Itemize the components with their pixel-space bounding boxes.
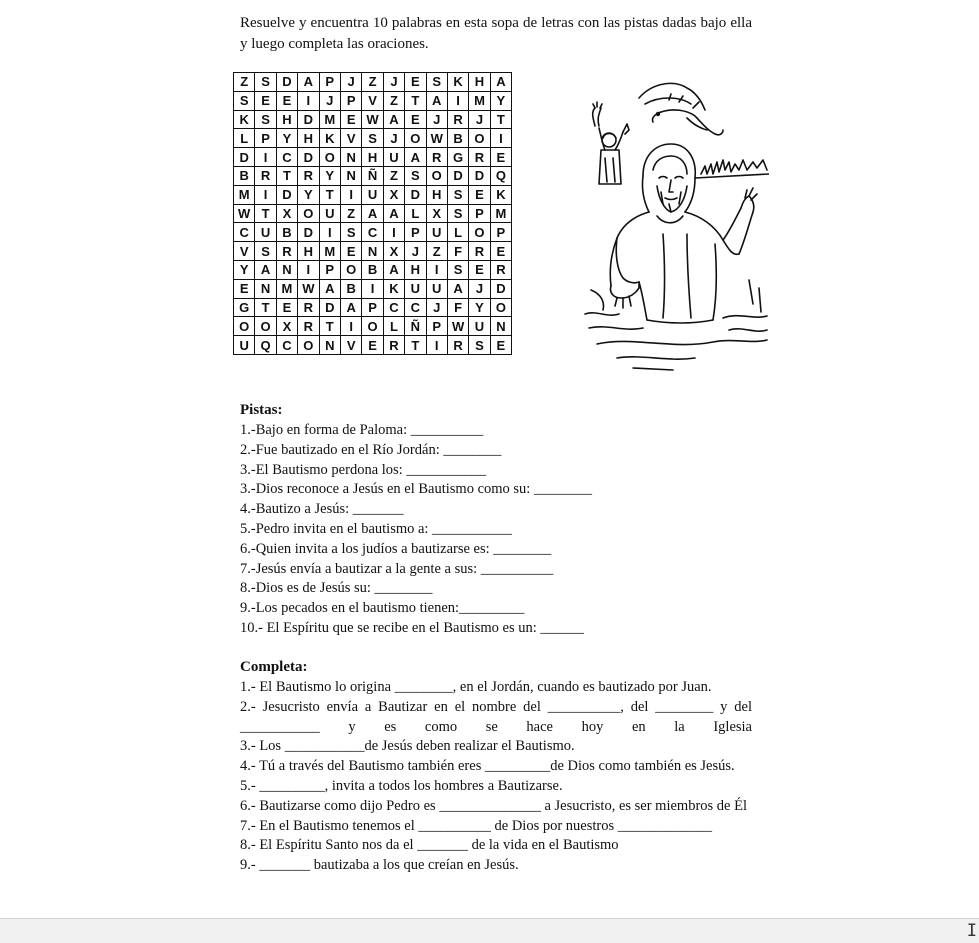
grid-cell: E [362,336,383,355]
grid-cell: J [340,73,361,92]
completa-item: 7.- En el Bautismo tenemos el __________ de Dios por nuestros _____________ [240,817,713,834]
grid-cell: H [276,110,297,129]
grid-cell: C [362,223,383,242]
grid-cell: D [469,166,490,185]
grid-cell: I [340,185,361,204]
pista-item: 6.-Quien invita a los judíos a bautizarse es: ________ [240,540,552,557]
pista-item: 1.-Bajo en forma de Paloma: __________ [240,422,484,438]
grid-cell: O [255,317,276,336]
grid-cell: E [469,260,490,279]
grid-cell: I [426,260,447,279]
pista-item: 3.-El Bautismo perdona los: ___________ [240,461,487,478]
grid-cell: D [276,185,297,204]
grid-cell: O [298,204,319,223]
completa-item: 6.- Bautizarse como dijo Pedro es ______________ a Jesucristo, es ser miembros de Él [240,797,747,814]
grid-cell: J [319,91,340,110]
grid-cell: L [383,317,404,336]
grid-cell: I [426,336,447,355]
grid-row [234,242,512,261]
grid-cell: I [362,279,383,298]
grid-cell: N [340,148,361,167]
grid-cell: W [447,317,468,336]
grid-cell: Z [383,91,404,110]
grid-cell: T [276,166,297,185]
grid-cell: A [319,279,340,298]
grid-cell: E [490,336,511,355]
status-bar [0,918,979,943]
pista-item: 3.-Dios reconoce a Jesús en el Bautismo como su: ________ [240,481,592,498]
grid-cell: W [234,204,255,223]
grid-cell: H [298,242,319,261]
grid-cell: K [490,185,511,204]
grid-cell: P [362,298,383,317]
grid-cell: A [490,73,511,92]
grid-cell: N [255,279,276,298]
grid-cell: N [490,317,511,336]
grid-cell: K [383,279,404,298]
grid-cell: H [469,73,490,92]
grid-cell: L [234,129,255,148]
grid-cell: K [234,110,255,129]
grid-row [234,73,512,92]
grid-cell: D [234,148,255,167]
grid-cell: I [490,129,511,148]
completa-title: Completa: [240,659,308,675]
grid-cell: X [426,204,447,223]
grid-cell: Q [490,166,511,185]
grid-cell: J [426,110,447,129]
grid-cell: Y [490,91,511,110]
grid-cell: R [490,260,511,279]
grid-cell: J [383,129,404,148]
grid-cell: I [298,91,319,110]
grid-cell: P [255,129,276,148]
grid-cell: Z [426,242,447,261]
grid-cell: E [405,110,426,129]
jesus-figure [610,144,757,323]
grid-cell: E [255,91,276,110]
grid-cell: Ñ [405,317,426,336]
grid-cell: A [298,73,319,92]
grid-cell: D [447,166,468,185]
grid-cell: S [362,129,383,148]
grid-cell: X [276,204,297,223]
grid-cell: A [405,148,426,167]
grid-cell: A [447,279,468,298]
grid-cell: J [405,242,426,261]
grid-row [234,260,512,279]
grid-cell: U [319,204,340,223]
grid-cell: Z [340,204,361,223]
grid-cell: G [447,148,468,167]
grid-cell: R [447,336,468,355]
grid-cell: O [234,317,255,336]
grid-cell: M [319,110,340,129]
grid-cell: S [469,336,490,355]
grid-cell: S [234,91,255,110]
grid-cell: R [426,148,447,167]
grid-cell: R [298,317,319,336]
grid-cell: A [383,260,404,279]
grid-row [234,298,512,317]
grid-cell: M [469,91,490,110]
grid-cell: A [255,260,276,279]
grid-cell: H [405,260,426,279]
grid-row [234,317,512,336]
grid-row [234,110,512,129]
grid-cell: P [405,223,426,242]
grid-cell: K [319,129,340,148]
grid-cell: T [319,185,340,204]
grid-cell: Y [319,166,340,185]
grid-cell: T [490,110,511,129]
grid-cell: P [426,317,447,336]
grid-cell: O [426,166,447,185]
grid-cell: N [362,242,383,261]
grid-cell: W [298,279,319,298]
grid-cell: R [298,166,319,185]
grid-cell: W [426,129,447,148]
grid-cell: S [255,110,276,129]
grid-cell: R [469,148,490,167]
grid-cell: C [276,336,297,355]
grid-cell: T [255,204,276,223]
grid-row [234,336,512,355]
grid-cell: L [405,204,426,223]
grid-cell: N [276,260,297,279]
grid-cell: Ñ [362,166,383,185]
grid-cell: E [340,110,361,129]
grid-cell: O [490,298,511,317]
grid-cell: I [255,185,276,204]
grid-cell: U [255,223,276,242]
completa-item: 4.- Tú a través del Bautismo también eres _________de Dios como también es Jesús. [240,758,735,775]
grid-cell: U [426,223,447,242]
grid-cell: S [447,260,468,279]
grid-cell: I [298,260,319,279]
pista-item: 4.-Bautizo a Jesús: _______ [240,501,404,518]
grid-cell: I [340,317,361,336]
grid-cell: F [447,242,468,261]
grid-cell: E [340,242,361,261]
word-search-grid [233,72,512,355]
grid-cell: D [298,223,319,242]
grid-cell: J [383,73,404,92]
completa-item: 3.- Los ___________de Jesús deben realizar el Bautismo. [240,738,575,755]
grid-cell: Z [362,73,383,92]
grid-cell: D [319,298,340,317]
grid-cell: H [426,185,447,204]
grid-cell: D [490,279,511,298]
completa-item: 1.- El Bautismo lo origina ________, en el Jordán, cuando es bautizado por Juan. [240,679,712,695]
grid-cell: D [405,185,426,204]
grid-cell: X [383,242,404,261]
grid-cell: V [362,91,383,110]
grid-cell: S [447,204,468,223]
grid-cell: F [447,298,468,317]
grid-cell: E [276,91,297,110]
grid-cell: P [319,260,340,279]
grid-cell: W [362,110,383,129]
grid-cell: A [340,298,361,317]
grid-cell: P [319,73,340,92]
grid-cell: E [490,242,511,261]
grid-cell: K [447,73,468,92]
grid-cell: R [298,298,319,317]
pistas-title: Pistas: [240,402,283,418]
grid-cell: T [405,336,426,355]
grid-cell: M [319,242,340,261]
grid-cell: I [447,91,468,110]
grid-cell: T [405,91,426,110]
grid-cell: B [234,166,255,185]
grid-cell: E [276,298,297,317]
grid-cell: A [426,91,447,110]
grid-cell: B [362,260,383,279]
completa-item: 2.- Jesucristo envía a Bautizar en el nombre del __________, del ________ y del ___________ y es como se hace hoy en la Iglesia [240,698,752,735]
grid-cell: R [447,110,468,129]
grid-cell: S [340,223,361,242]
pista-item: 10.- El Espíritu que se recibe en el Bautismo es un: ______ [240,619,584,636]
grid-cell: I [255,148,276,167]
grid-cell: P [469,204,490,223]
grid-cell: U [469,317,490,336]
grid-cell: E [469,185,490,204]
completa-item: 9.- _______ bautizaba a los que creían en Jesús. [240,857,519,874]
pista-item: 7.-Jesús envía a bautizar a la gente a sus: __________ [240,560,554,577]
grid-cell: J [469,279,490,298]
completa-list [240,678,752,876]
pista-item: 8.-Dios es de Jesús su: ________ [240,580,433,597]
grid-cell: C [383,298,404,317]
grid-cell: U [362,185,383,204]
grid-cell: R [383,336,404,355]
grid-cell: Z [234,73,255,92]
grid-cell: G [234,298,255,317]
grid-cell: C [405,298,426,317]
text-cursor-icon: I [966,921,977,941]
grid-cell: S [447,185,468,204]
grid-cell: Y [276,129,297,148]
grid-cell: O [319,148,340,167]
grid-cell: M [276,279,297,298]
grid-cell: N [340,166,361,185]
grid-cell: A [383,110,404,129]
grid-cell: Y [469,298,490,317]
grid-cell: U [383,148,404,167]
grid-cell: U [426,279,447,298]
grid-cell: S [426,73,447,92]
grid-cell: O [340,260,361,279]
grid-cell: T [319,317,340,336]
grid-cell: E [490,148,511,167]
grid-cell: I [319,223,340,242]
grid-row [234,91,512,110]
grid-cell: D [298,148,319,167]
grid-row [234,129,512,148]
grid-cell: H [298,129,319,148]
grid-cell: P [340,91,361,110]
pista-item: 2.-Fue bautizado en el Río Jordán: ________ [240,441,502,458]
grid-cell: O [469,129,490,148]
intro-text: Resuelve y encuentra 10 palabras en esta sopa de letras con las pistas dadas bajo ella y luego completa las oraciones. [240,15,752,52]
grid-cell: R [469,242,490,261]
grid-cell: E [405,73,426,92]
grid-cell: O [298,336,319,355]
grid-cell: A [383,204,404,223]
grid-row [234,204,512,223]
grid-cell: V [340,129,361,148]
grid-cell: O [362,317,383,336]
grid-row [234,185,512,204]
grid-cell: U [405,279,426,298]
grid-row [234,223,512,242]
pista-item: 5.-Pedro invita en el bautismo a: ___________ [240,520,512,537]
pista-item: 9.-Los pecados en el bautismo tienen:_________ [240,600,525,617]
grid-cell: Z [383,166,404,185]
grid-cell: N [319,336,340,355]
grid-cell: I [383,223,404,242]
grid-cell: S [255,73,276,92]
grid-cell: V [340,336,361,355]
pistas-list [240,421,592,639]
grid-row [234,279,512,298]
grid-cell: X [276,317,297,336]
grid-cell: E [234,279,255,298]
grid-cell: M [234,185,255,204]
grid-cell: B [447,129,468,148]
baptism-of-jesus-illustration [583,74,769,374]
grid-cell: Q [255,336,276,355]
completa-item: 5.- _________, invita a todos los hombres a Bautizarse. [240,777,563,794]
grid-cell: O [405,129,426,148]
grid-cell: X [383,185,404,204]
dove-icon [639,83,723,134]
grid-cell: D [298,110,319,129]
grid-cell: B [340,279,361,298]
grid-cell: Y [298,185,319,204]
grid-cell: D [276,73,297,92]
john-the-baptist-figure [593,102,629,184]
grid-cell: R [255,166,276,185]
completa-item: 8.- El Espíritu Santo nos da el _______ de la vida en el Bautismo [240,837,619,854]
grid-cell: A [362,204,383,223]
grid-cell: C [276,148,297,167]
grid-cell: S [405,166,426,185]
grid-cell: J [469,110,490,129]
grid-cell: R [276,242,297,261]
grid-cell: H [362,148,383,167]
grid-row [234,166,512,185]
grid-cell: U [234,336,255,355]
grid-cell: T [255,298,276,317]
grid-cell: S [255,242,276,261]
grid-cell: J [426,298,447,317]
grid-row [234,148,512,167]
grid-cell: O [469,223,490,242]
grid-cell: V [234,242,255,261]
grid-cell: Y [234,260,255,279]
grid-cell: L [447,223,468,242]
grid-cell: B [276,223,297,242]
grid-cell: P [490,223,511,242]
grid-cell: C [234,223,255,242]
grid-cell: M [490,204,511,223]
